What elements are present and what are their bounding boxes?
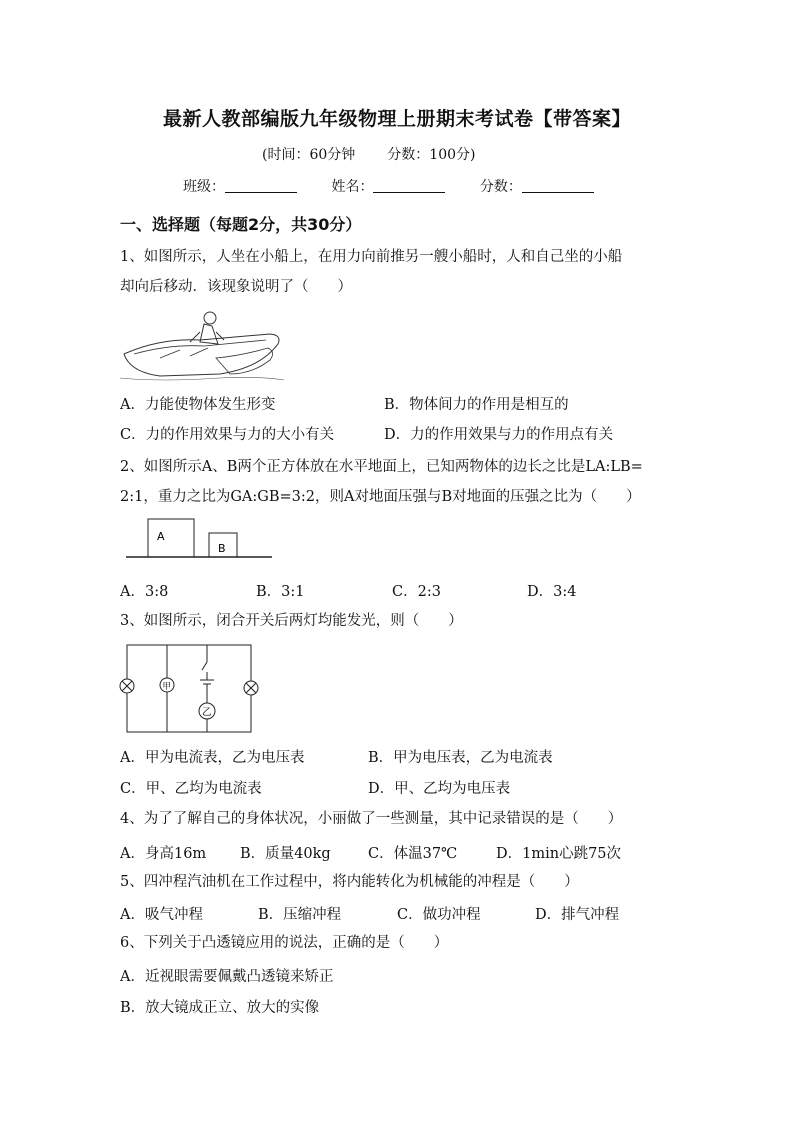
question-2-line1: 2、如图所示A、B两个正方体放在水平地面上，已知两物体的边长之比是LA:LB=	[120, 459, 643, 475]
q2-option-d: D．3:4	[527, 584, 577, 600]
q5-option-d: D．排气冲程	[535, 907, 620, 923]
score-blank[interactable]	[522, 178, 594, 193]
time-limit: (时间：60分钟	[262, 147, 356, 163]
question-6-line1: 6、下列关于凸透镜应用的说法，正确的是（ ）	[120, 935, 449, 951]
q4-option-d: D．1min心跳75次	[496, 846, 622, 862]
q4-option-b: B．质量40kg	[240, 846, 331, 862]
q1-option-a: A．力能使物体发生形变	[120, 397, 276, 413]
q2-option-c: C．2:3	[392, 584, 441, 600]
q3-option-a: A．甲为电流表，乙为电压表	[120, 750, 305, 766]
q3-option-b: B．甲为电压表，乙为电流表	[368, 750, 553, 766]
question-1-line1: 1、如图所示，人坐在小船上，在用力向前推另一艘小船时，人和自己坐的小船	[120, 249, 623, 265]
class-blank[interactable]	[225, 178, 297, 193]
question-5-line1: 5、四冲程汽油机在工作过程中，将内能转化为机械能的冲程是（ ）	[120, 874, 579, 890]
q6-option-a: A．近视眼需要佩戴凸透镜来矫正	[120, 969, 334, 985]
q1-option-d: D．力的作用效果与力的作用点有关	[384, 427, 614, 443]
question-5	[120, 867, 680, 897]
exam-subtitle	[262, 144, 507, 164]
question-1-line2: 却向后移动．该现象说明了（ ）	[120, 279, 352, 295]
question-2-line2: 2:1，重力之比为GA:GB=3:2，则A对地面压强与B对地面的压强之比为（ ）	[120, 489, 641, 505]
meter-jia-label: 甲	[162, 682, 172, 692]
q4-option-a: A．身高16m	[120, 846, 207, 862]
name-blank[interactable]	[373, 178, 445, 193]
question-3	[120, 606, 680, 636]
exam-title: 最新人教部编版九年级物理上册期末考试卷【带答案】	[162, 108, 631, 130]
question-4	[120, 804, 680, 834]
q3-option-c: C．甲、乙均为电流表	[120, 781, 262, 797]
cubes-figure	[124, 516, 274, 564]
q5-option-c: C．做功冲程	[397, 907, 481, 923]
boat-figure	[120, 308, 290, 382]
q1-option-b: B．物体间力的作用是相互的	[384, 397, 569, 413]
score-label: 分数：	[479, 179, 522, 195]
q6-option-b: B．放大镜成正立、放大的实像	[120, 1000, 320, 1016]
question-4-line1: 4、为了了解自己的身体状况，小丽做了一些测量，其中记录错误的是（ ）	[120, 811, 623, 827]
q1-option-c: C．力的作用效果与力的大小有关	[120, 427, 335, 443]
question-3-line1: 3、如图所示，闭合开关后两灯均能发光，则（ ）	[120, 613, 463, 629]
q3-option-d: D．甲、乙均为电压表	[368, 781, 511, 797]
class-label: 班级：	[183, 179, 225, 195]
student-info	[183, 176, 624, 196]
q2-option-b: B．3:1	[256, 584, 305, 600]
circuit-figure	[118, 640, 260, 736]
name-label: 姓名：	[331, 179, 374, 195]
cube-a-label: A	[157, 530, 165, 543]
question-1	[120, 242, 680, 302]
total-score: 分数：100分)	[387, 147, 476, 163]
q5-option-a: A．吸气冲程	[120, 907, 203, 923]
q2-option-a: A．3:8	[120, 584, 169, 600]
q4-option-c: C．体温37℃	[368, 846, 458, 862]
question-2	[120, 452, 680, 512]
cube-b-label: B	[218, 542, 226, 555]
meter-yi-label: 乙	[202, 707, 212, 718]
section-title: 一、选择题（每题2分，共30分）	[120, 215, 362, 234]
q5-option-b: B．压缩冲程	[258, 907, 342, 923]
question-6	[120, 928, 680, 958]
